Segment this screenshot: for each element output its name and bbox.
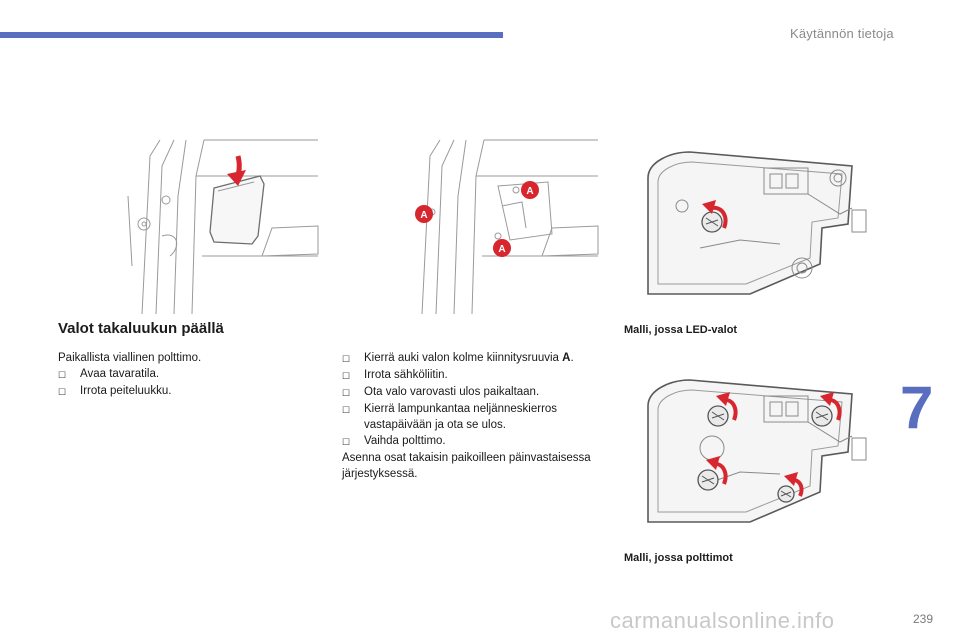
lamp-socket <box>778 486 794 502</box>
header-title: Käytännön tietoja <box>790 26 894 41</box>
step-item: ☐ Ota valo varovasti ulos paikaltaan. <box>342 384 612 401</box>
header-accent-bar <box>0 32 503 38</box>
checkbox-bullet-icon: ☐ <box>342 405 351 415</box>
step-item: ☐ Irrota sähköliitin. <box>342 367 612 384</box>
checkbox-bullet-icon: ☐ <box>342 437 351 447</box>
lamp-socket <box>708 406 728 426</box>
figure-screws <box>402 136 602 314</box>
bulb-lamp-illustration <box>640 376 870 528</box>
caption-bulb-model: Malli, jossa polttimot <box>624 552 733 564</box>
checkbox-bullet-icon: ☐ <box>58 387 67 397</box>
screws-illustration <box>402 136 602 314</box>
watermark: carmanualsonline.info <box>610 608 835 633</box>
section-title: Valot takaluukun päällä <box>58 320 224 337</box>
svg-text:A: A <box>420 210 428 221</box>
checkbox-bullet-icon: ☐ <box>342 388 351 398</box>
intro-text: Paikallista viallinen polttimo. <box>58 352 202 364</box>
figure-bulb-lamp <box>640 376 870 528</box>
checkbox-bullet-icon: ☐ <box>342 371 351 381</box>
instructions-column-1 <box>58 350 318 400</box>
step-item: ☐ Kierrä auki valon kolme kiinnitysruuvia A. <box>342 350 612 367</box>
step-item: ☐ Irrota peiteluukku. <box>58 383 318 400</box>
checkbox-bullet-icon: ☐ <box>342 354 351 364</box>
step-item: ☐ Kierrä lampunkantaa neljänneskierros vastapäivään ja ota se ulos. <box>342 403 558 431</box>
chapter-number: 7 <box>900 374 934 441</box>
screw-callout-a <box>493 239 511 257</box>
caption-led-model: Malli, jossa LED-valot <box>624 324 738 336</box>
step-item: ☐ Avaa tavaratila. <box>58 366 318 383</box>
lamp-socket <box>812 406 832 426</box>
svg-text:A: A <box>498 244 506 255</box>
outro-text: Asenna osat takaisin paikoilleen päinvastaisessa järjestyksessä. <box>342 452 591 480</box>
figure-led-lamp <box>640 148 870 300</box>
screw-callout-a <box>415 205 433 223</box>
checkbox-bullet-icon: ☐ <box>58 370 67 380</box>
led-lamp-illustration <box>640 148 870 300</box>
figure-cover-panel <box>122 136 322 314</box>
screw-callout-a <box>521 181 539 199</box>
cover-panel-illustration <box>122 136 322 314</box>
page-number: 239 <box>913 612 934 626</box>
lamp-socket <box>698 470 718 490</box>
instructions-column-2 <box>342 350 612 482</box>
svg-text:A: A <box>526 186 534 197</box>
step-item: ☐ Vaihda polttimo. <box>342 433 612 450</box>
